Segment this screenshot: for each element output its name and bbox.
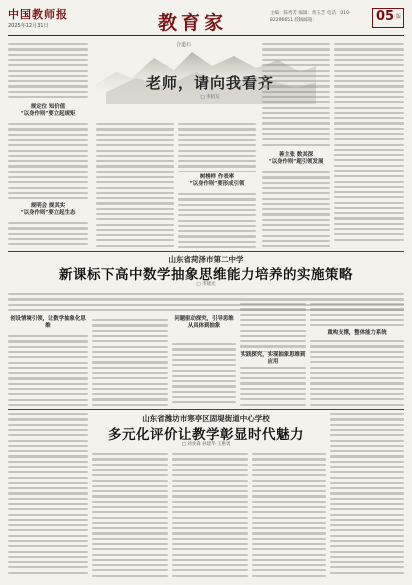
article-2-col-2 xyxy=(92,316,168,408)
article-3-col-4 xyxy=(252,450,326,580)
newspaper-logo: 中国教师报 xyxy=(8,8,68,21)
article-3-author: □ 刘业森 孙建华 王惠勇 xyxy=(181,442,231,447)
article-2-subhead-4: 重构支撑，整体能力系统 xyxy=(310,330,404,337)
article-2-col-3 xyxy=(172,340,236,408)
masthead xyxy=(8,4,404,38)
page-number-suffix: 版 xyxy=(395,14,401,20)
article-2-school: 山东省菏泽市第二中学 xyxy=(168,255,244,264)
article-3-col-1 xyxy=(8,410,88,580)
article-3-col-3 xyxy=(172,450,248,580)
article-text-col-1c xyxy=(8,219,88,249)
article-text-col-3b xyxy=(178,190,256,250)
masthead-rule xyxy=(8,35,404,36)
section-title: 教育家 xyxy=(158,12,228,34)
article-text-col-1a xyxy=(8,40,88,102)
lead-article-author: □ 李佰友 xyxy=(200,95,220,100)
article-text-col-5 xyxy=(334,40,404,250)
article-2-col-5 xyxy=(310,300,404,408)
article-2-col-1 xyxy=(8,332,88,408)
article-2-title: 新课标下高中数学抽象思维能力培养的实施策略 xyxy=(59,267,353,283)
page-number-box xyxy=(372,8,404,28)
issue-date: 2025年12月31日 xyxy=(8,23,49,29)
article-3-school: 山东省潍坊市寒亭区固堤街道中心学校 xyxy=(142,414,270,423)
article-3-col-5 xyxy=(330,410,404,580)
article-text-col-1b xyxy=(8,120,88,202)
article-text-col-4b xyxy=(262,168,330,250)
article-2-subhead-1: 创设情境引领，让数学抽象化思维 xyxy=(10,316,86,329)
editor-info: 主编：陈秀芳 编辑：黄玉芝 电话：010-82296651 投稿邮箱： xyxy=(270,11,351,23)
lead-article-title: 老师，请向我看齐 xyxy=(145,74,274,92)
column-tag: 合道石 xyxy=(176,42,192,48)
section-divider-1 xyxy=(8,251,404,252)
subhead-2: 规明会 规其实 “以身作则”要立起生态 xyxy=(20,203,76,216)
subhead-1: 规定位 知价值 “以身作则”要立起规矩 xyxy=(20,104,76,117)
article-2-subhead-3: 实践探究，实现抽象思维到应用 xyxy=(240,352,306,365)
subhead-3: 树榜样 作表率 “以身作则”要形成引领 xyxy=(189,174,245,187)
article-3-col-2 xyxy=(92,450,168,580)
article-text-col-4a xyxy=(262,40,330,150)
page-number: 05 xyxy=(376,9,395,24)
article-2-subhead-2: 问题驱动探究，引导思维从具体到抽象 xyxy=(174,316,234,329)
article-text-col-2 xyxy=(96,120,174,250)
article-3-title: 多元化评价让教学彰显时代魅力 xyxy=(108,427,304,443)
subhead-4: 善主张 数其深 “以身作则”超引领发展 xyxy=(268,152,324,165)
article-text-col-3a xyxy=(178,120,256,172)
article-2-author: □ 李建光 xyxy=(196,282,216,287)
